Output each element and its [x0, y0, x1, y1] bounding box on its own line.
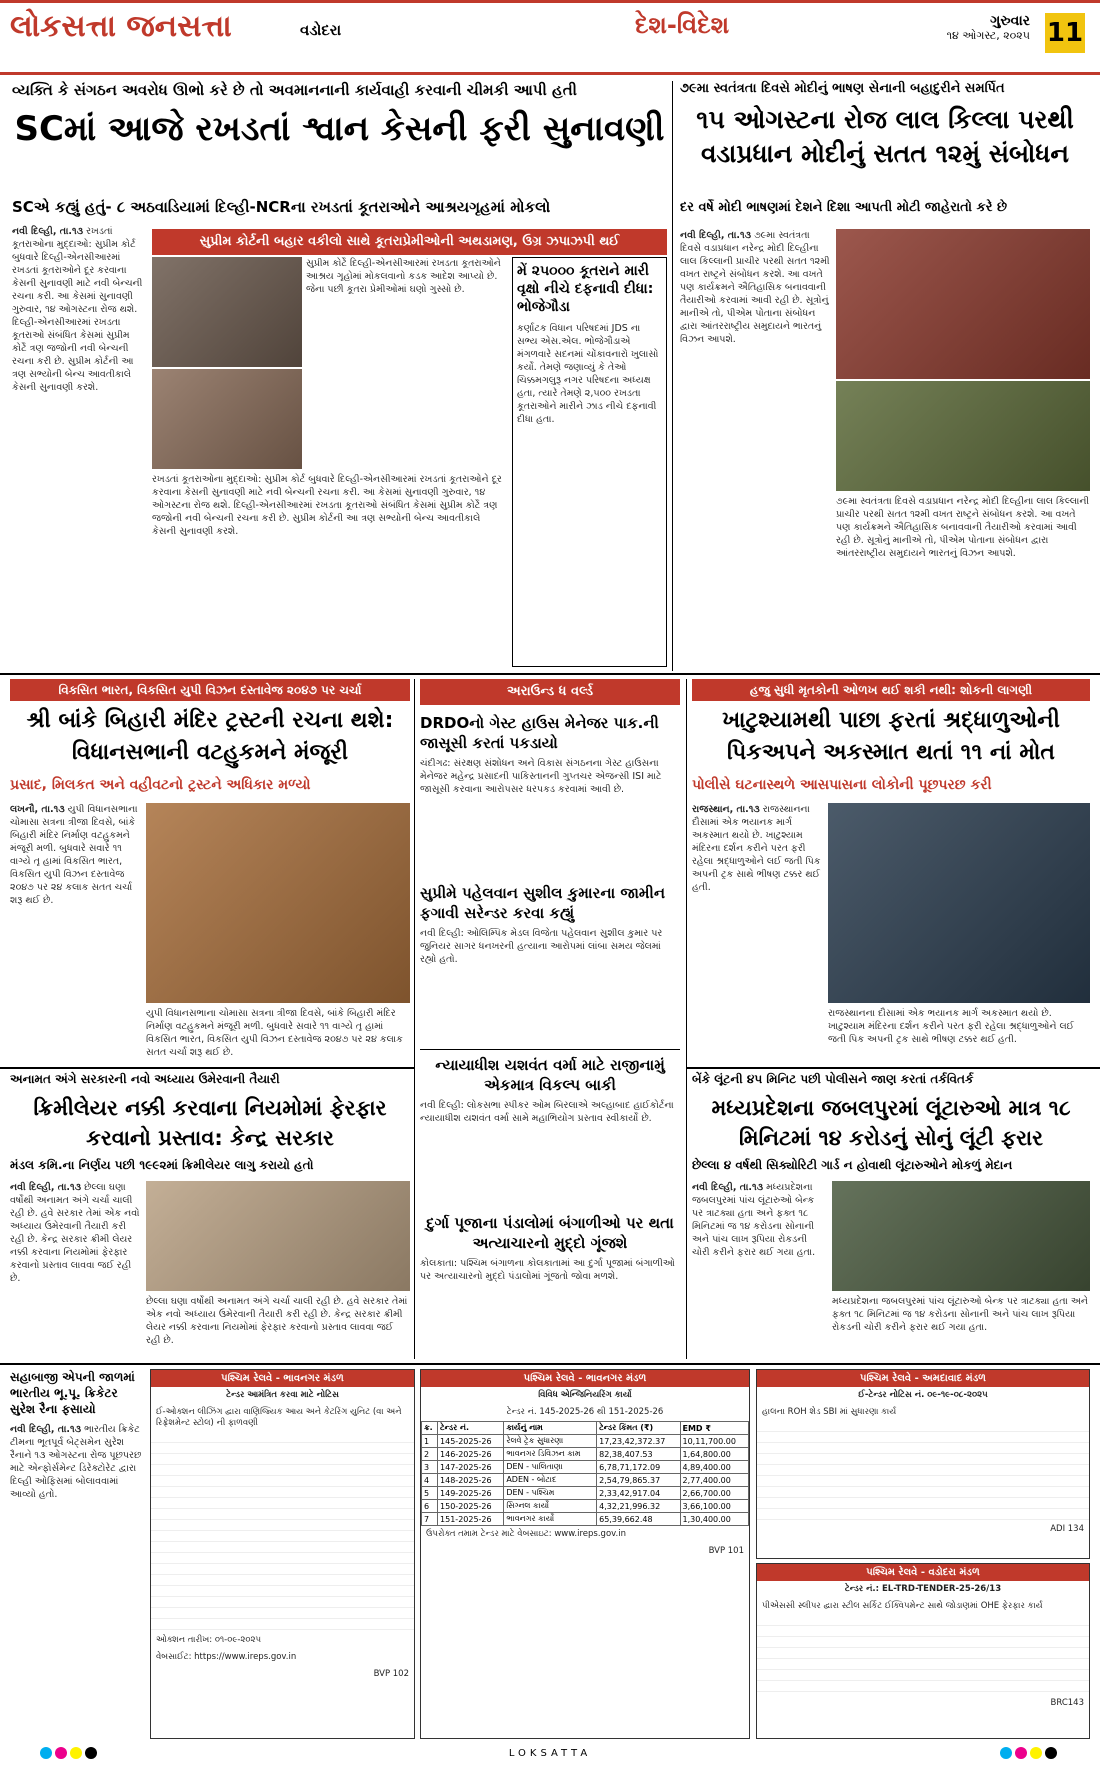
- tender-body: પીએસસી સ્લીપર દ્વારા સ્ટીલ સર્કિટ ઈક્વિપમેન્ટ સાથે જોડાણમાં OHE ફેરફાર કાર્ય: [762, 1601, 1043, 1611]
- tender-subtitle: ટેન્ડર આમંત્રિત કરવા માટે નોટિસ: [226, 1390, 339, 1400]
- story-body: નવી દિલ્હી, તા.૧૩ ભારતીય ક્રિકેટ ટીમના ભૂતપૂર્વ બેટ્સમેન સુરેશ રૈનાને ૧૩ ઓગસ્ટના રોજ પૂછપરછ માટે એન્ફોર્સમેન્ટ ડિરેક્ટોરેટ દ્વારા દિલ્હી ઓફિસમાં બોલાવવામાં આવ્યો હતો.: [10, 1424, 142, 1500]
- table-cell: સિગ્નલ કાર્યો: [504, 1500, 597, 1513]
- table-cell: 147-2025-26: [438, 1461, 504, 1474]
- table-row: [422, 1474, 749, 1487]
- date-block: [930, 13, 1030, 43]
- tender-notice[interactable]: [756, 1563, 1090, 1739]
- story-body: રાજસ્થાન, તા.૧૩ રાજસ્થાનના દૌસામાં એક ભયાનક માર્ગ અકસ્માત થયો છે. ખાટુશ્યામ મંદિરના દર્શન કરીને પરત ફરી રહેલા શ્રદ્ધાળુઓને લઈ જતી પિક અપની ટ્રક સાથે ભીષણ ટક્કર થઈ હતી.: [692, 804, 821, 893]
- date-label: ૧૪ ઓગસ્ટ, ૨૦૨૫: [946, 29, 1030, 42]
- table-cell: ભાવનગર ડિવિઝન કામ: [504, 1448, 597, 1461]
- supreme-court-photo[interactable]: [146, 1181, 410, 1291]
- table-cell: 7: [422, 1513, 438, 1526]
- table-cell: 151-2025-26: [438, 1513, 504, 1526]
- accident-photo[interactable]: [828, 803, 1090, 1003]
- tender-code: BVP 101: [708, 1546, 744, 1556]
- tender-number: ટેન્ડર નં. 145-2025-26 થી 151-2025-26: [506, 1407, 664, 1417]
- table-row: [422, 1448, 749, 1461]
- story-body: લખનૌ, તા.૧૩ યુપી વિધાનસભાના ચોમાસા સત્રના ત્રીજા દિવસે, બાંકે બિહારી મંદિર નિર્માણ વટહુકમને મંજૂરી મળી. બુધવારે સવારે ૧૧ વાગ્યે તૃ હામાં વિકસિત ભારત, વિકસિત યુપી વિઝન દસ્તાવેજ ૨૦૪૭ પર ૨૪ કલાક સતત ચર્ચા શરૂ થઈ છે.: [10, 804, 138, 906]
- tender-subtitle: ટેન્ડર નં.: EL-TRD-TENDER-25-26/13: [844, 1584, 1002, 1594]
- table-cell: DEN - પશ્ચિમ: [504, 1487, 597, 1500]
- table-cell: 1,64,800.00: [680, 1448, 749, 1461]
- tender-website[interactable]: વેબસાઈટ: https://www.ireps.gov.in: [156, 1652, 297, 1662]
- news-body: નવી દિલ્હી: લોકસભા સ્પીકર ઓમ બિરલાએ અલ્હાબાદ હાઈકોર્ટના ન્યાયાધીશ યશવંત વર્મા સામે મહાભિયોગ પ્રસ્તાવ સ્વીકાર્યો છે.: [420, 1100, 674, 1124]
- sidebar-headline[interactable]: મેં ૨૫૦૦૦ કૂતરાને મારી વૃક્ષો નીચે દફનાવી દીધા: ભોજેગૌડા: [517, 263, 654, 315]
- table-header: ટેન્ડર કિંમત (₹): [597, 1422, 680, 1435]
- table-cell: 5: [422, 1487, 438, 1500]
- table-cell: 4,32,21,996.32: [597, 1500, 680, 1513]
- story-headline[interactable]: સહાબાજી એપની જાળમાં ભારતીય ભૂ.પૂ. ક્રિકેટર સુરેશ રૈના ફસાયો: [10, 1370, 135, 1416]
- color-registration-left: [40, 1744, 100, 1763]
- protest-photo[interactable]: [152, 369, 302, 469]
- table-row: [422, 1500, 749, 1513]
- news-headline[interactable]: દુર્ગા પૂજાના પંડાલોમાં બંગાળીઓ પર થતા અત્યાચારનો મુદ્દો ગૂંજશે: [426, 1214, 674, 1252]
- tender-body: ઈ-ઓક્શન લીઝિંગ દ્વારા વાણિજ્યિક આય અને કેટરિંગ યુનિટ (વા અને રિફ્રેશમેન્ટ સ્ટોલ) ની ફાળવણી: [156, 1407, 402, 1428]
- story-body-cont: રખડતાં કૂતરાઓના મુદ્દાઓ: સુપ્રીમ કોર્ટ બુધવારે દિલ્હી-એનસીઆરમાં રખડતાં કૂતરાઓને દૂર કરવાના કેસની સુનાવણી માટે નવી બેન્ચની રચના કરી. આ કેસમાં સુનાવણી ગુરુવાર, ૧૪ ઓગસ્ટના રોજ થશે. દિલ્હી-એનસીઆરમાં રખડતા કૂતરાઓ સંબંધિત કેસમાં સુપ્રીમ કોર્ટે ત્રણ જજોની નવી બેન્ચની રચના કરી છે. સુપ્રીમ કોર્ટની આ ત્રણ સભ્યોની બેન્ચ આવતીકાલે કેસની સુનાવણી કરશે.: [152, 474, 502, 537]
- tender-date: ઓક્શન તારીખ: ૦૧-૦૯-૨૦૨૫: [156, 1635, 262, 1645]
- story-deck: પ્રસાદ, મિલકત અને વહીવટનો ટ્રસ્ટને અધિકાર મળ્યો: [10, 777, 311, 793]
- table-cell: ADEN - બોટાદ: [504, 1474, 597, 1487]
- story-deck: દર વર્ષે મોદી ભાષણમાં દેશને દિશા આપતી મોટી જાહેરાતો કરે છે: [680, 200, 1008, 215]
- table-cell: 4: [422, 1474, 438, 1487]
- table-cell: 6: [422, 1500, 438, 1513]
- tender-text-block: [757, 1615, 1089, 1695]
- story-headline[interactable]: ક્રિમીલેયર નક્કી કરવાના નિયમોમાં ફેરફાર કરવાનો પ્રસ્તાવ: કેન્દ્ર સરકાર: [33, 1096, 387, 1150]
- story-kicker: ૭૯મા સ્વતંત્રતા દિવસે મોદીનું ભાષણ સેનાની બહાદુરીને સમર્પિત: [680, 81, 1005, 96]
- table-cell: 148-2025-26: [438, 1474, 504, 1487]
- table-cell: 2,66,700.00: [680, 1487, 749, 1500]
- color-registration-right: [1000, 1744, 1060, 1763]
- news-headline[interactable]: સુપ્રીમે પહેલવાન સુશીલ કુમારના જામીન ફગાવી સરેન્ડર કરવા કહ્યું: [420, 884, 665, 922]
- news-body: કોલકાતા: પશ્ચિમ બંગાળના કોલકાતામાં આ દુર્ગા પૂજામાં બંગાળીઓ પર અત્યાચારનો મુદ્દો પંડાલોમાં ગૂંજતો જોવા મળશે.: [420, 1258, 675, 1282]
- photo-caption-bar: સુપ્રીમ કોર્ટની બહાર વકીલો સાથે કૂતરાપ્રેમીઓની અથડામણ, ઉગ્ર ઝપાઝપી થઈ: [152, 229, 667, 255]
- tender-text-block: [757, 1421, 1089, 1521]
- table-cell: DEN - પાલિતાણા: [504, 1461, 597, 1474]
- tender-title: પશ્ચિમ રેલવે - વડોદરા મંડળ: [757, 1564, 1089, 1581]
- table-row: [422, 1513, 749, 1526]
- table-cell: 6,78,71,172.09: [597, 1461, 680, 1474]
- table-cell: 3: [422, 1461, 438, 1474]
- table-cell: 2,77,400.00: [680, 1474, 749, 1487]
- table-cell: 65,39,662.48: [597, 1513, 680, 1526]
- table-row: [422, 1461, 749, 1474]
- table-cell: 2,33,42,917.04: [597, 1487, 680, 1500]
- story-deck: SCએ કહ્યું હતું- ૮ અઠવાડિયામાં દિલ્હી-NCRના રખડતાં કૂતરાઓને આશ્રયગૃહમાં મોકલો: [12, 198, 551, 216]
- tender-text-block: [151, 1432, 414, 1632]
- court-photo[interactable]: [152, 257, 302, 367]
- story-kicker: અનામત અંગે સરકારની નવો અધ્યાય ઉમેરવાની તૈયારી: [10, 1072, 280, 1086]
- sidebar-body: કર્ણાટક વિધાન પરિષદમાં JDS ના સભ્ય એસ.એલ. ભોજેગૌડાએ મંગળવારે સદનમાં ચોંકાવનારો ખુલાસો કર્યો. તેમણે જણાવ્યું કે તેઓ ચિક્કમગલુરૂ નગર પરિષદના અધ્યક્ષ હતા, ત્યારે તેમણે ૨,૫૦૦ રખડતા કૂતરાઓને મારીને ઝાડ નીચે દફનાવી દીધા હતા.: [517, 323, 659, 425]
- table-row: [422, 1487, 749, 1500]
- table-row: [422, 1435, 749, 1448]
- tender-title: પશ્ચિમ રેલવે - ભાવનગર મંડળ: [421, 1370, 749, 1387]
- story-deck: મંડલ કમિ.ના નિર્ણય પછી ૧૯૯૨માં ક્રિમીલેયર લાગુ કરાયો હતો: [10, 1158, 314, 1172]
- story-headline[interactable]: મધ્યપ્રદેશના જબલપુરમાં લૂંટારુઓ માત્ર ૧૮ મિનિટમાં ૧૪ કરોડનું સોનું લૂંટી ફરાર: [711, 1096, 1071, 1150]
- story-deck: છેલ્લા ૪ વર્ષથી સિક્યોરિટી ગાર્ડ ન હોવાથી લૂંટારુઓને મોકળું મેદાન: [692, 1158, 1013, 1172]
- day-label: ગુરુવાર: [990, 13, 1030, 29]
- story-headline[interactable]: SCમાં આજે રખડતાં શ્વાન કેસની ફરી સુનાવણી: [14, 109, 665, 149]
- tender-code: BVP 102: [373, 1669, 409, 1679]
- table-cell: 2: [422, 1448, 438, 1461]
- story-body-cont: મધ્યપ્રદેશના જબલપુરમાં પાંચ લૂંટારુઓ બેન્ક પર ત્રાટક્યા હતા અને ફક્ત ૧૮ મિનિટમાં જ ૧૪ કરોડના સોનાની અને પાંચ લાખ રૂપિયા રોકડની ચોરી કરીને ફરાર થઈ ગયા હતા.: [832, 1296, 1089, 1333]
- tender-notice[interactable]: [150, 1369, 415, 1739]
- tender-body: હાલના ROH શેડ SBI માં સુધારણા કાર્ય: [762, 1407, 897, 1417]
- tender-table: [421, 1421, 749, 1526]
- tender-title: પશ્ચિમ રેલવે - અમદાવાદ મંડળ: [757, 1370, 1089, 1387]
- story-headline[interactable]: ૧૫ ઓગસ્ટના રોજ લાલ કિલ્લા પરથી વડાપ્રધાન મોદીનું સતત ૧૨મું સંબોધન: [696, 105, 1074, 168]
- table-header: EMD ₹: [680, 1422, 749, 1435]
- temple-photo[interactable]: [146, 803, 410, 1003]
- table-cell: 17,23,42,372.37: [597, 1435, 680, 1448]
- section-title: દેશ-વિદેશ: [635, 11, 730, 39]
- story-body-cont: ૭૯મા સ્વતંત્રતા દિવસે વડાપ્રધાન નરેન્દ્ર મોદી દિલ્હીના લાલ કિલ્લાની પ્રાચીર પરથી સતત ૧૨મી વખત રાષ્ટ્રને સંબોધન કરશે. આ વખતે પણ કાર્યક્રમને ઐતિહાસિક બનાવવાની તૈયારીઓ કરવામાં આવી રહી છે. સૂત્રોનું માનીએ તો, પીએમ પોતાના સંબોધન દ્વારા આંતરરાષ્ટ્રીય સમુદાયને ભારતનું વિઝન આપશે.: [836, 496, 1090, 559]
- table-cell: 10,11,700.00: [680, 1435, 749, 1448]
- parade-photo[interactable]: [836, 381, 1090, 491]
- tender-subtitle: ઈ-ટેન્ડર નોટિસ નં. ૦૯-૧૯-૦૮-૨૦૨૫: [858, 1390, 988, 1400]
- table-cell: 2,54,79,865.37: [597, 1474, 680, 1487]
- table-cell: 3,66,100.00: [680, 1500, 749, 1513]
- story-body: નવી દિલ્હી, તા.૧૩ રખડતાં કૂતરાઓના મુદ્દાઓ: સુપ્રીમ કોર્ટ બુધવારે દિલ્હી-એનસીઆરમાં રખડતાં કૂતરાઓને દૂર કરવાના કેસની સુનાવણી માટે નવી બેન્ચની રચના કરી. આ કેસમાં સુનાવણી ગુરુવાર, ૧૪ ઓગસ્ટના રોજ થશે. દિલ્હી-એનસીઆરમાં રખડતા કૂતરાઓ સંબંધિત કેસમાં સુપ્રીમ કોર્ટે ત્રણ જજોની નવી બેન્ચની રચના કરી છે. સુપ્રીમ કોર્ટની આ ત્રણ સભ્યોની બેન્ચ આવતીકાલે કેસની સુનાવણી કરશે.: [12, 226, 143, 393]
- table-cell: 82,38,407.53: [597, 1448, 680, 1461]
- news-headline[interactable]: DRDOનો ગેસ્ટ હાઉસ મેનેજર પાક.ની જાસૂસી કરતાં પકડાયો: [420, 714, 659, 752]
- table-cell: 149-2025-26: [438, 1487, 504, 1500]
- story-body-cont: રાજસ્થાનના દૌસામાં એક ભયાનક માર્ગ અકસ્માત થયો છે. ખાટુશ્યામ મંદિરના દર્શન કરીને પરત ફરી રહેલા શ્રદ્ધાળુઓને લઈ જતી પિક અપની ટ્રક સાથે ભીષણ ટક્કર થઈ હતી.: [828, 1008, 1075, 1045]
- tender-code: ADI 134: [1050, 1524, 1084, 1534]
- news-body: ચંદીગઢ: સંરક્ષણ સંશોધન અને વિકાસ સંગઠનના ગેસ્ટ હાઉસના મેનેજર મહેન્દ્ર પ્રસાદની પાકિસ્તાનની ગુપ્તચર એજન્સી ISI માટે જાસૂસી કરવાના આરોપસર ધરપકડ કરવામાં આવી છે.: [420, 758, 662, 795]
- table-cell: 150-2025-26: [438, 1500, 504, 1513]
- story-body-cont: યુપી વિધાનસભાના ચોમાસા સત્રના ત્રીજા દિવસે, બાંકે બિહારી મંદિર નિર્માણ વટહુકમને મંજૂરી મળી. બુધવારે સવારે ૧૧ વાગ્યે તૃ હામાં વિકસિત ભારત, વિકસિત યુપી વિઝન દસ્તાવેજ ૨૦૪૭ પર ૨૪ કલાક સતત ચર્ચા શરૂ થઈ છે.: [146, 1008, 403, 1058]
- story-kicker: વિકસિત ભારત, વિકસિત યુપી વિઝન દસ્તાવેજ ૨૦૪૭ પર ચર્ચા: [10, 679, 410, 701]
- story-headline[interactable]: શ્રી બાંકે બિહારી મંદિર ટ્રસ્ટની રચના થશે: વિધાનસભાની વટહુકમને મંજૂરી: [26, 708, 394, 765]
- tender-code: BRC143: [1050, 1698, 1084, 1708]
- edition-city: વડોદરા: [300, 21, 342, 39]
- sidebar-box: [512, 257, 667, 667]
- story-kicker: બેંકે લૂંટની ૪૫ મિનિટ પછી પોલીસને જાણ કરતાં તર્કવિતર્ક: [692, 1072, 974, 1086]
- story-headline[interactable]: ખાટુશ્યામથી પાછા ફરતાં શ્રદ્ધાળુઓની પિકઅપને અકસ્માત થતાં ૧૧ નાં મોત: [722, 708, 1060, 765]
- table-cell: 1: [422, 1435, 438, 1448]
- story-kicker: વ્યક્તિ કે સંગઠન અવરોધ ઊભો કરે છે તો અવમાનનાની કાર્યવાહી કરવાની ચીમકી આપી હતી: [12, 81, 577, 99]
- table-header: ટેન્ડર નં.: [438, 1422, 504, 1435]
- story-deck: પોલીસે ઘટનાસ્થળે આસપાસના લોકોની પૂછપરછ કરી: [692, 777, 992, 793]
- table-cell: રેલવે ટ્રેક સુધારણા: [504, 1435, 597, 1448]
- dateline: નવી દિલ્હી, તા.૧૩: [12, 226, 84, 237]
- story-body-cont: છેલ્લા ઘણા વર્ષોથી અનામત અંગે ચર્ચા ચાલી રહી છે. હવે સરકાર તેમાં એક નવો અધ્યાય ઉમેરવાની તૈયારી કરી રહી છે. કેન્દ્ર સરકાર ક્રીમી લેયર નક્કી કરવાના નિયમોમાં ફેરફાર કરવાનો પ્રસ્તાવ લાવવા જઈ રહી છે.: [146, 1296, 408, 1346]
- tender-notice[interactable]: [420, 1369, 750, 1739]
- red-fort-photo[interactable]: [836, 229, 1090, 379]
- story-column: સુપ્રીમ કોર્ટે દિલ્હી-એનસીઆરમાં રખડતા કૂતરાઓને આશ્રય ગૃહોમાં મોકલવાનો કડક આદેશ આપ્યો છે. જેના પછી કૂતરા પ્રેમીઓમાં ઘણો ગુસ્સો છે.: [306, 258, 501, 295]
- table-cell: 146-2025-26: [438, 1448, 504, 1461]
- table-cell: ભાવનગર કાર્યો: [504, 1513, 597, 1526]
- table-header: કાર્યનું નામ: [504, 1422, 597, 1435]
- section-bar: અરાઉન્ડ ધ વર્લ્ડ: [420, 679, 680, 705]
- tender-subtitle: વિવિધ એન્જિનિયરિંગ કાર્યો: [538, 1390, 632, 1400]
- tender-title: પશ્ચિમ રેલવે - ભાવનગર મંડળ: [151, 1370, 414, 1387]
- tender-footer: ઉપરોક્ત તમામ ટેન્ડર માટે વેબસાઇટ: www.ireps.gov.in: [426, 1529, 626, 1539]
- table-cell: 1,30,400.00: [680, 1513, 749, 1526]
- table-cell: 145-2025-26: [438, 1435, 504, 1448]
- story-body: નવી દિલ્હી, તા.૧૩ છેલ્લા ઘણા વર્ષોથી અનામત અંગે ચર્ચા ચાલી રહી છે. હવે સરકાર તેમાં એક નવો અધ્યાય ઉમેરવાની તૈયારી કરી રહી છે. કેન્દ્ર સરકાર ક્રીમી લેયર નક્કી કરવાના નિયમોમાં ફેરફાર કરવાનો પ્રસ્તાવ લાવવા જઈ રહી છે.: [10, 1182, 140, 1284]
- story-kicker: હજુ સુધી મૃતકોની ઓળખ થઈ શકી નથી: શોકની લાગણી: [692, 679, 1090, 701]
- story-body: નવી દિલ્હી, તા.૧૩ ૭૯મા સ્વતંત્રતા દિવસે વડાપ્રધાન નરેન્દ્ર મોદી દિલ્હીના લાલ કિલ્લાની પ્રાચીર પરથી સતત ૧૨મી વખત રાષ્ટ્રને સંબોધન કરશે. આ વખતે પણ કાર્યક્રમને ઐતિહાસિક બનાવવાની તૈયારીઓ કરવામાં આવી રહી છે. સૂત્રોનું માનીએ તો, પીએમ પોતાના સંબોધન દ્વારા આંતરરાષ્ટ્રીય સમુદાયને ભારતનું વિઝન આપશે.: [680, 230, 830, 345]
- news-body: નવી દિલ્હી: ઓલિમ્પિક મેડલ વિજેતા પહેલવાન સુશીલ કુમાર પર જુનિયર સાગર ધનખરની હત્યાના આરોપમાં લાંબા સમય જેલમાં રહ્યો હતો.: [420, 928, 663, 965]
- footer-brand: LOKSATTA: [508, 1747, 592, 1759]
- masthead: [0, 3, 1100, 75]
- news-headline[interactable]: ન્યાયાધીશ યશવંત વર્મા માટે રાજીનામું એકમાત્ર વિકલ્પ બાકી: [435, 1056, 665, 1094]
- table-header: ક્ર.: [422, 1422, 438, 1435]
- story-body: નવી દિલ્હી, તા.૧૩ મધ્યપ્રદેશના જબલપુરમાં પાંચ લૂંટારુઓ બેન્ક પર ત્રાટક્યા હતા અને ફક્ત ૧૮ મિનિટમાં જ ૧૪ કરોડના સોનાની અને પાંચ લાખ રૂપિયા રોકડની ચોરી કરીને ફરાર થઈ ગયા હતા.: [692, 1182, 816, 1258]
- page-footer: [0, 1741, 1100, 1765]
- newspaper-logo: લોકસત્તા જનસત્તા: [10, 9, 232, 44]
- table-cell: 4,89,400.00: [680, 1461, 749, 1474]
- page-number: 11: [1045, 13, 1085, 53]
- police-photo[interactable]: [832, 1181, 1090, 1291]
- tender-notice[interactable]: [756, 1369, 1090, 1559]
